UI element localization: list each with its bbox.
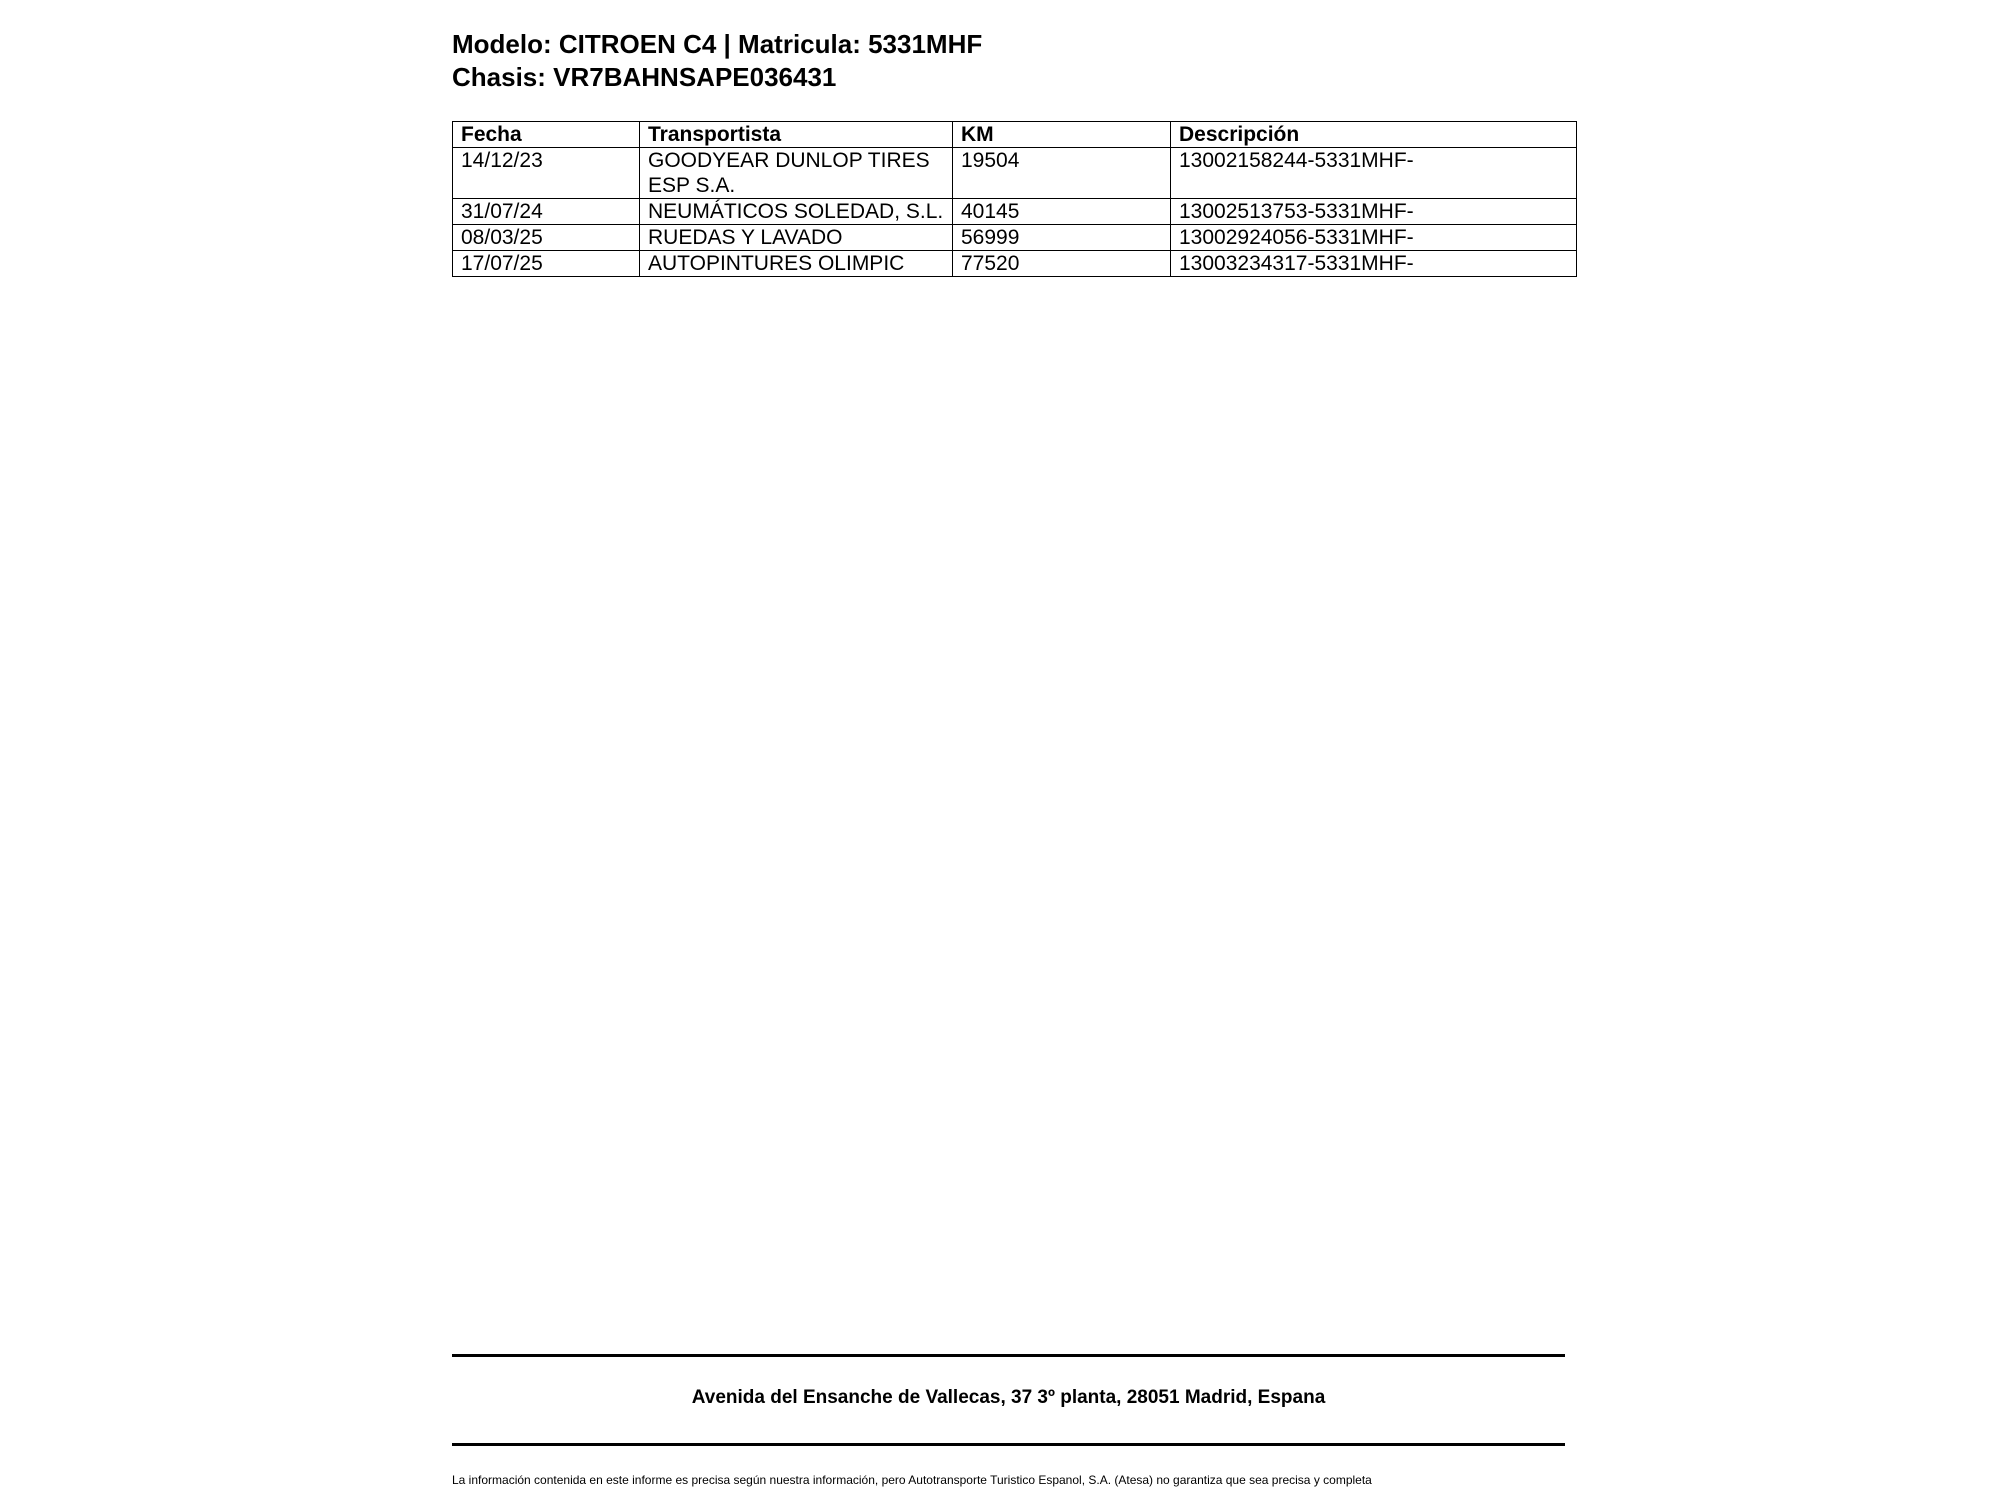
vehicle-chassis: Chasis: VR7BAHNSAPE036431 <box>452 62 837 92</box>
vehicle-model-plate: Modelo: CITROEN C4 | Matricula: 5331MHF <box>452 29 983 59</box>
footer-divider-top <box>452 1354 1565 1357</box>
cell-transportista: NEUMÁTICOS SOLEDAD, S.L. <box>640 199 953 225</box>
cell-fecha: 08/03/25 <box>453 225 640 251</box>
cell-transportista: AUTOPINTURES OLIMPIC <box>640 251 953 277</box>
cell-fecha: 14/12/23 <box>453 148 640 199</box>
table-header-row <box>453 122 1577 148</box>
disclaimer-text: La información contenida en este informe es precisa según nuestra información, pero Autotransporte Turistico Espanol, S.A. (Atesa) no garantiza que sea precisa y completa <box>452 1473 1372 1487</box>
cell-km: 56999 <box>953 225 1171 251</box>
table-row <box>453 199 1577 225</box>
table-row <box>453 251 1577 277</box>
cell-descripcion: 13002513753-5331MHF- <box>1171 199 1577 225</box>
table-row <box>453 225 1577 251</box>
cell-transportista: RUEDAS Y LAVADO <box>640 225 953 251</box>
cell-fecha: 17/07/25 <box>453 251 640 277</box>
document-header <box>452 28 982 94</box>
cell-descripcion: 13002924056-5331MHF- <box>1171 225 1577 251</box>
cell-descripcion: 13003234317-5331MHF- <box>1171 251 1577 277</box>
cell-fecha: 31/07/24 <box>453 199 640 225</box>
column-header-descripcion: Descripción <box>1171 122 1577 148</box>
column-header-fecha: Fecha <box>453 122 640 148</box>
cell-km: 40145 <box>953 199 1171 225</box>
cell-km: 19504 <box>953 148 1171 199</box>
cell-descripcion: 13002158244-5331MHF- <box>1171 148 1577 199</box>
cell-transportista: GOODYEAR DUNLOP TIRES ESP S.A. <box>640 148 953 199</box>
footer-divider-bottom <box>452 1443 1565 1446</box>
column-header-km: KM <box>953 122 1171 148</box>
column-header-transportista: Transportista <box>640 122 953 148</box>
company-address: Avenida del Ensanche de Vallecas, 37 3º planta, 28051 Madrid, Espana <box>691 1387 1326 1408</box>
cell-km: 77520 <box>953 251 1171 277</box>
table-row <box>453 148 1577 199</box>
service-records-table <box>452 121 1577 277</box>
